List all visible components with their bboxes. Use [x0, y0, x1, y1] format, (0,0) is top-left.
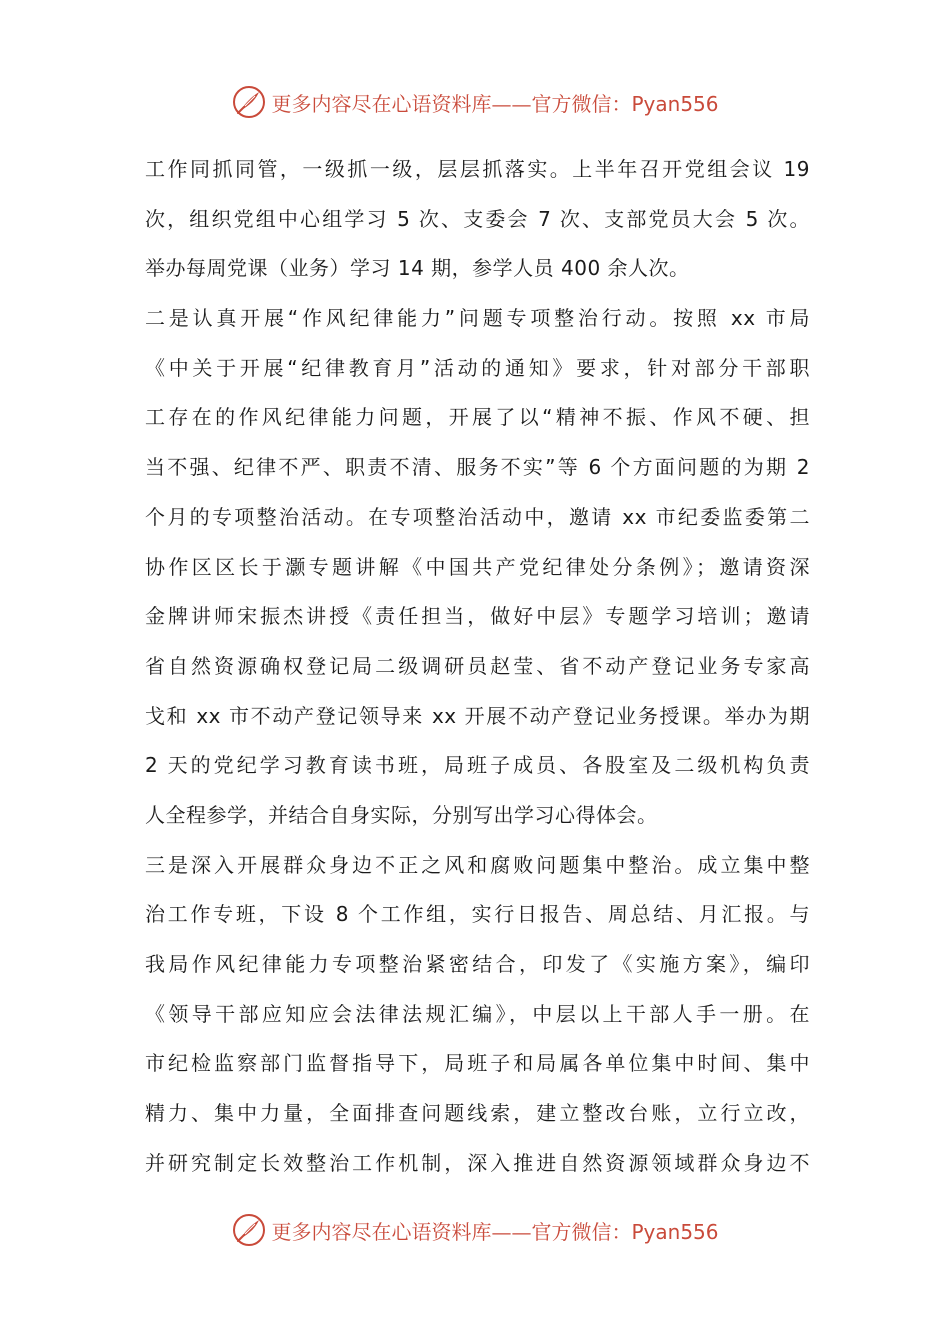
- watermark-text: 更多内容尽在心语资料库——官方微信：: [271, 1219, 632, 1244]
- body-line: 个月的专项整治活动。在专项整治活动中，邀请 xx 市纪委监委第二: [145, 504, 810, 529]
- body-line: 并研究制定长效整治工作机制，深入推进自然资源领域群众身边不: [145, 1150, 810, 1175]
- body-line: 工存在的作风纪律能力问题，开展了以“精神不振、作风不硬、担: [145, 405, 810, 430]
- body-line: 精力、集中力量，全面排查问题线索，建立整改台账，立行立改，: [145, 1101, 810, 1126]
- feather-pen-logo-icon: [231, 1212, 267, 1248]
- body-line: 戈和 xx 市不动产登记领导来 xx 开展不动产登记业务授课。举办为期: [145, 703, 810, 728]
- body-line: 金牌讲师宋振杰讲授《责任担当，做好中层》专题学习培训；邀请: [145, 604, 810, 629]
- document-body: [145, 145, 810, 1188]
- feather-pen-logo-icon: [231, 84, 267, 120]
- body-line: 工作同抓同管，一级抓一级，层层抓落实。上半年召开党组会议 19: [145, 157, 810, 181]
- body-line: 2 天的党纪学习教育读书班，局班子成员、各股室及二级机构负责: [145, 753, 810, 778]
- body-line: 治工作专班，下设 8 个工作组，实行日报告、周总结、月汇报。与: [145, 902, 810, 927]
- header-watermark: [0, 80, 950, 124]
- body-line: 《领导干部应知应会法律法规汇编》，中层以上干部人手一册。在: [145, 1001, 810, 1026]
- body-line: 协作区区长于灏专题讲解《中国共产党纪律处分条例》；邀请资深: [145, 554, 810, 579]
- body-line: 省自然资源确权登记局二级调研员赵莹、省不动产登记业务专家高: [145, 653, 810, 678]
- watermark-text: 更多内容尽在心语资料库——官方微信：: [271, 91, 632, 116]
- body-line: 《中关于开展“纪律教育月”活动的通知》要求，针对部分干部职: [145, 355, 810, 380]
- footer-watermark: [0, 1208, 950, 1252]
- wechat-id: Pyan556: [631, 1219, 719, 1244]
- body-line: 当不强、纪律不严、职责不清、服务不实”等 6 个方面问题的为期 2: [145, 455, 810, 480]
- body-line: 次，组织党组中心组学习 5 次、支委会 7 次、支部党员大会 5 次。: [145, 206, 810, 231]
- wechat-id: Pyan556: [631, 91, 719, 116]
- body-line: 二是认真开展“作风纪律能力”问题专项整治行动。按照 xx 市局: [145, 306, 810, 331]
- body-line: 举办每周党课（业务）学习 14 期，参学人员 400 余人次。: [145, 256, 690, 281]
- body-line: 我局作风纪律能力专项整治紧密结合，印发了《实施方案》，编印: [145, 952, 810, 976]
- body-line: 市纪检监察部门监督指导下，局班子和局属各单位集中时间、集中: [145, 1051, 810, 1076]
- body-line: 三是深入开展群众身边不正之风和腐败问题集中整治。成立集中整: [145, 852, 810, 877]
- body-line: 人全程参学，并结合自身实际，分别写出学习心得体会。: [145, 802, 658, 827]
